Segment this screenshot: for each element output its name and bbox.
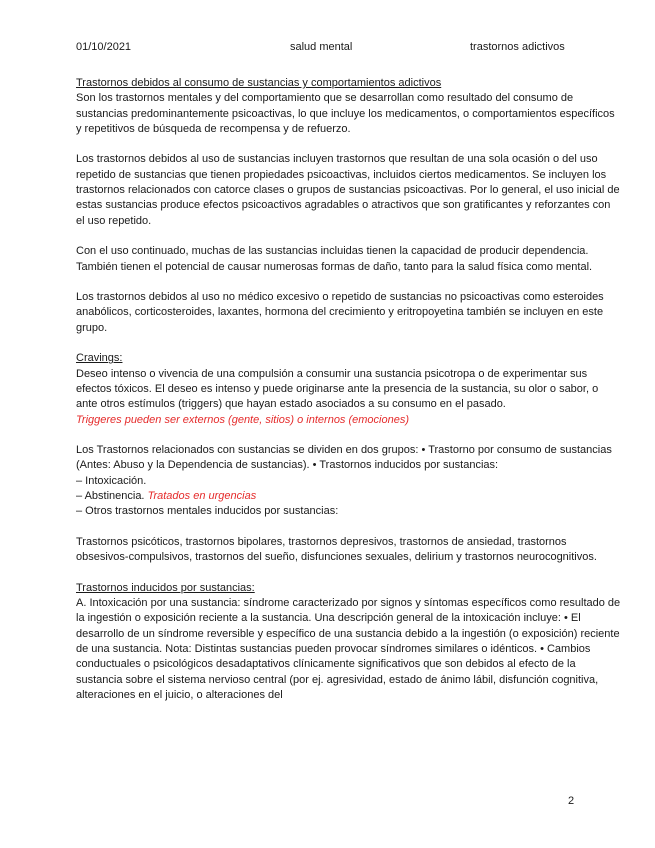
section-title-inducidos: Trastornos inducidos por sustancias: xyxy=(76,581,255,594)
paragraph-definition: Son los trastornos mentales y del comportamiento que se desarrollan como resultado del consumo de sustancias predominantemente psicoactivas, lo que incluye los medicamentos, o comportamientos específicos y repetitivos de búsqueda de recompensa y de refuerzo. xyxy=(76,92,615,135)
abstinencia-label: – Abstinencia. xyxy=(76,490,145,503)
page-header xyxy=(76,41,576,55)
section-title-trastornos: Trastornos debidos al consumo de sustancias y comportamientos adictivos xyxy=(76,77,442,89)
paragraph-trastornos-lista: Trastornos psicóticos, trastornos bipolares, trastornos depresivos, trastornos de ansiedad, trastornos obsesivos-compulsivos, trastornos del sueño, disfunciones sexuales, delirium y trastornos neurocognitivos. xyxy=(76,535,597,564)
header-topic: trastornos adictivos xyxy=(470,41,565,53)
list-item-otros: – Otros trastornos mentales inducidos por sustancias: xyxy=(76,505,339,518)
section-title-cravings: Cravings: xyxy=(76,352,123,365)
paragraph-no-psicoactivas: Los trastornos debidos al uso no médico excesivo o repetido de sustancias no psicoactivas como esteroides anabólicos, corticosteroides, laxantes, hormona del crecimiento y eritropoyetina también se incluyen en este grupo. xyxy=(76,291,604,334)
note-triggers: Triggeres pueden ser externos (gente, sitios) o internos (emociones) xyxy=(76,413,410,426)
paragraph-cravings: Deseo intenso o vivencia de una compulsión a consumir una sustancia psicotropa o de experimentar sus efectos tóxicos. El deseo es intenso y puede originarse ante la presencia de la sustancia, su olor o sabor, o ante otros estímulos (triggers) que hayan estado asociados a su consumo en el pasado. xyxy=(76,367,599,411)
list-item-intoxicacion: – Intoxicación. xyxy=(76,474,147,487)
page-number: 2 xyxy=(568,795,575,807)
list-item-abstinencia xyxy=(76,489,621,504)
paragraph-intoxicacion: A. Intoxicación por una sustancia: síndrome caracterizado por signos y síntomas específicos como resultado de la ingestión o exposición reciente a la sustancia. Una descripción general de la intoxicación incluye: • El desarrollo de un síndrome reversible y específico de una sustancia debido a la ingestión (o exposición) reciente de una sustancia. Nota: Distintas sustancias pueden provocar síndromes similares o idénticos. • Cambios conductuales o psicológicos desadaptativos clínicamente significativos que son debidos al efecto de la sustancia sobre el sistema nervioso central (por ej. agresividad, estado de ánimo lábil, disfunción cognitiva, alteraciones en el juicio, o alteraciones del xyxy=(76,597,621,701)
paragraph-groups-intro: Los Trastornos relacionados con sustancias se dividen en dos grupos: • Trastorno por consumo de sustancias (Antes: Abuso y la Dependencia de sustancias). • Trastornos inducidos por sustancias: xyxy=(76,444,612,472)
header-subject: salud mental xyxy=(290,41,353,53)
paragraph-uso-continuado: Con el uso continuado, muchas de las sustancias incluidas tienen la capacidad de producir dependencia. También tienen el potencial de causar numerosas formas de daño, tanto para la salud física como mental. xyxy=(76,245,593,273)
paragraph-uso-sustancias: Los trastornos debidos al uso de sustancias incluyen trastornos que resultan de una sola ocasión o del uso repetido de sustancias que tienen propiedades psicoactivas, incluidos ciertos medicamentos. Se incluyen los trastornos relacionados con catorce clases o grupos de sustancias psicoactivas. Por lo general, el uso inicial de estas sustancias produce efectos psicoactivos agradables o atractivos que son gratificantes y reforzantes con el uso repetido. xyxy=(76,153,620,227)
header-date: 01/10/2021 xyxy=(76,41,132,53)
note-urgencias: Tratados en urgencias xyxy=(147,490,257,503)
document-body xyxy=(76,76,621,703)
